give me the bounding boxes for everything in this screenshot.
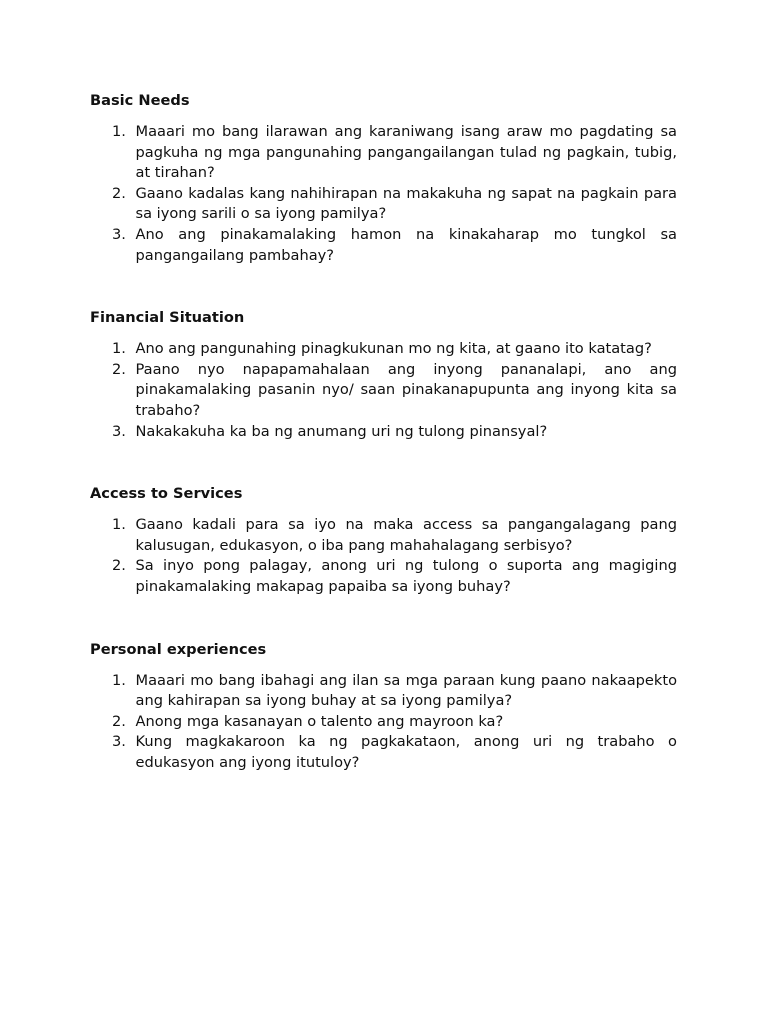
list-item <box>90 339 677 360</box>
question-list <box>90 515 677 597</box>
list-item <box>90 556 677 597</box>
list-item <box>90 712 677 733</box>
section-title: Basic Needs <box>90 92 190 109</box>
question-text: Nakakakuha ka ba ng anumang uri ng tulong pinansyal? <box>135 422 548 440</box>
question-list <box>90 122 677 266</box>
list-item <box>90 671 677 712</box>
section-title: Personal experiences <box>90 640 267 658</box>
section-title: Access to Services <box>90 485 243 503</box>
item-number: 3. <box>112 225 126 243</box>
question-list <box>90 339 677 442</box>
item-number: 2. <box>112 557 126 575</box>
question-text: Kung magkakaroon ka ng pagkakataon, anong uri ng trabaho o edukasyon ang iyong itutuloy? <box>135 733 677 771</box>
item-number: 3. <box>112 733 126 751</box>
list-item <box>90 515 677 556</box>
question-text: Gaano kadali para sa iyo na maka access sa pangangalagang pang kalusugan, edukasyon, o iba pang mahahalagang serbisyo? <box>135 516 677 554</box>
question-text: Maaari mo bang ilarawan ang karaniwang isang araw mo pagdating sa pagkuha ng mga pangunahing pangangailangan tulad ng pagkain, tubig, at tirahan? <box>135 123 677 182</box>
item-number: 1. <box>112 671 126 689</box>
question-text: Ano ang pinakamalaking hamon na kinakaharap mo tungkol sa pangangailang pambahay? <box>135 225 677 264</box>
list-item <box>90 360 677 422</box>
item-number: 2. <box>112 184 126 202</box>
section-personal-experiences <box>90 640 677 774</box>
question-text: Paano nyo napapamahalaan ang inyong pananalapi, ano ang pinakamalaking pasanin nyo/ saan pinakanapupunta ang inyong kita sa trabaho? <box>135 360 677 419</box>
question-text: Sa inyo pong palagay, anong uri ng tulong o suporta ang magiging pinakamalaking makapag papaiba sa iyong buhay? <box>135 557 677 595</box>
section-title: Financial Situation <box>90 309 245 327</box>
question-text: Maaari mo bang ibahagi ang ilan sa mga paraan kung paano nakaapekto ang kahirapan sa iyong buhay at sa iyong pamilya? <box>135 671 677 710</box>
question-text: Gaano kadalas kang nahihirapan na makakuha ng sapat na pagkain para sa iyong sarili o sa iyong pamilya? <box>135 184 677 223</box>
item-number: 1. <box>112 516 126 534</box>
list-item <box>90 225 677 266</box>
section-financial-situation <box>90 308 677 442</box>
item-number: 1. <box>112 123 126 140</box>
question-text: Ano ang pangunahing pinagkukunan mo ng kita, at gaano ito katatag? <box>135 340 652 358</box>
document-page <box>90 91 677 773</box>
list-item <box>90 732 677 773</box>
list-item <box>90 122 677 184</box>
list-item <box>90 422 677 443</box>
item-number: 2. <box>112 712 126 730</box>
item-number: 2. <box>112 360 126 378</box>
list-item <box>90 184 677 225</box>
section-access-to-services <box>90 484 677 597</box>
question-list <box>90 671 677 774</box>
item-number: 1. <box>112 340 126 358</box>
item-number: 3. <box>112 422 126 440</box>
section-basic-needs <box>90 91 677 266</box>
question-text: Anong mga kasanayan o talento ang mayroon ka? <box>135 712 504 730</box>
